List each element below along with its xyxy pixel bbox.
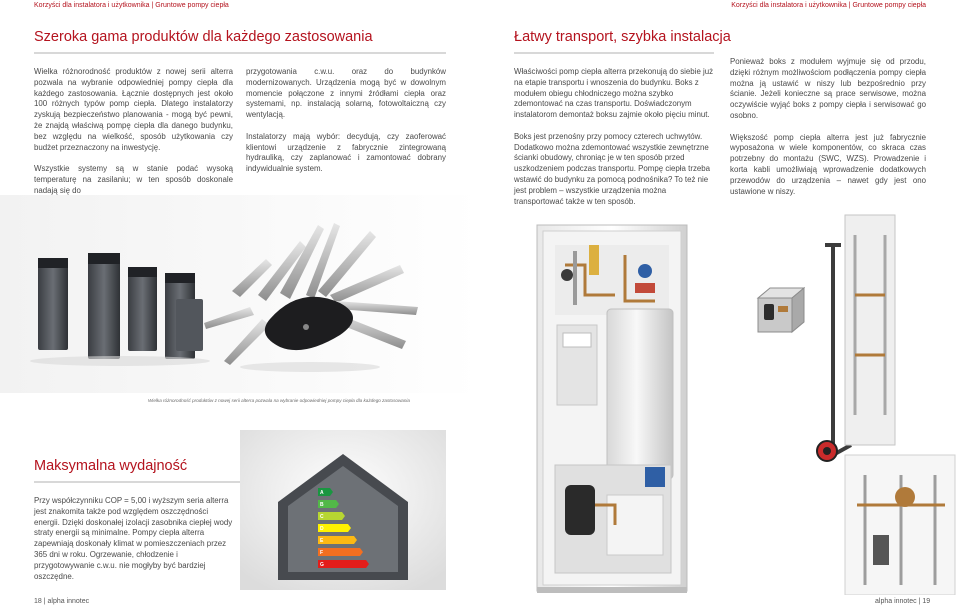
efficiency-text: Przy współczynniku COP = 5,00 i wyższym seria alterra jest znakomita także pod względem oszczędności energii. Dzięki doskonałej izolacji zasobnika ciepłej wody straty energii są minimalne. Pompy ciepła alterra zapewniają doskonały klimat w pomieszczeniach przez 365 dni w roku. Ogrzewanie, chłodzenie i przygotowywanie c.w.u. nie mogłyby być bardziej oszczędne. — [34, 496, 233, 581]
image-caption: Wielka różnorodność produktów z nowej serii alterra pozwala na wybranie odpowiedniej pompy ciepła dla każdego zastosowania — [148, 398, 410, 403]
energy-class-label: F — [320, 550, 324, 556]
energy-class-label: B — [320, 502, 324, 508]
paragraph: Wszystkie systemy są w stanie podać wysoką temperaturę na zasilaniu; w ten sposób doskonale nadają się do — [34, 164, 233, 195]
transport-cart-photo — [805, 205, 960, 595]
energy-class-label: A — [320, 490, 324, 496]
paragraph: Właściwości pomp ciepła alterra przekonują do siebie już na etapie transportu i wnoszenia do budynku. Boks z modułem obiegu chłodniczego można szybko zdemontować na czas transportu. Doświadczonym instalatorom demontaż boksu zajmie około pięciu minut. — [514, 67, 714, 120]
title-divider-right — [514, 52, 714, 54]
product-range-photo — [0, 195, 480, 393]
running-header-left: Korzyści dla instalatora i użytkownika | Gruntowe pompy ciepła — [34, 2, 229, 9]
running-header-right: Korzyści dla instalatora i użytkownika | Gruntowe pompy ciepła — [731, 2, 926, 9]
energy-class-label: G — [320, 562, 324, 568]
page-number-left: 18 | alpha innotec — [34, 598, 90, 605]
section-title-efficiency: Maksymalna wydajność — [34, 458, 188, 474]
paragraph: Instalatorzy mają wybór: decydują, czy zaoferować klientowi urządzenie z fabrycznie zintegrowaną hydrauliką, czy zaplanować i zamontować dobrany indywidualnie system. — [246, 131, 446, 174]
energy-label-house — [240, 430, 446, 590]
page-number-right: alpha innotec | 19 — [875, 598, 931, 605]
text-column-3 — [514, 67, 714, 218]
paragraph: przygotowania c.w.u. oraz do budynków modernizowanych. Urządzenia mogą być w dowolnym momencie połączone z innymi źródłami ciepła oraz systemami, np. instalacją solarną, fotowoltaiczną czy wentylacją. — [246, 67, 446, 120]
energy-class-label: C — [320, 514, 324, 520]
refrigerant-box-image — [748, 280, 808, 340]
text-column-4 — [730, 57, 926, 208]
paragraph: Wielka różnorodność produktów z nowej serii alterra pozwala na wybranie odpowiedniej pompy ciepła dla każdego zastosowania. Łącznie dostępnych jest około 100 różnych typów pomp ciepła. Dlatego instalatorzy zyskują bezpieczeństwo planowania - mogą być pewni, że znajdą właściwą pompę ciepła dla danego budynku, bez względu na wielkość, sposób użytkowania czy budżet przeznaczony na inwestycję. — [34, 67, 233, 152]
energy-class-label: E — [320, 538, 324, 544]
page-title-right: Łatwy transport, szybka instalacja — [514, 29, 731, 45]
heat-pump-cutaway-photo — [495, 205, 725, 595]
heat-pump-units-image — [0, 195, 480, 393]
heat-pump-cutaway-image — [495, 205, 725, 595]
text-column-1 — [34, 67, 233, 207]
energy-house-image — [240, 430, 446, 590]
title-divider-left — [34, 52, 446, 54]
energy-class-label: D — [320, 526, 324, 532]
paragraph: Ponieważ boks z modułem wyjmuje się od przodu, dzięki różnym możliwościom podłączenia pompy ciepła można ją ustawić w niszy lub bezpośrednio przy ścianie. Jeżeli konieczne są prace serwisowe, można oczywiście wyjąć boks z pompy ciepła i serwisować go osobno. — [730, 57, 926, 120]
text-column-2 — [246, 67, 446, 186]
refrigerant-box-photo — [748, 280, 808, 340]
paragraph: Boks jest przenośny przy pomocy czterech uchwytów. Dodatkowo można zdemontować wszystkie zewnętrzne ścianki obudowy, chroniąc je w ten sposób przed uszkodzeniem podczas transportu. Pompę ciepła trzeba wstawić do budynku za pomocą podnośnika? To też nie jest problem – wszystkie urządzenia można transportować także w ten sposób. — [514, 131, 711, 206]
paragraph: Większość pomp ciepła alterra jest już fabrycznie wyposażona w wiele komponentów, co skraca czas potrzebny do montażu (SWC, WZS). Prowadzenie i korta kabli umożliwiają wprowadzenie dodatkowych przewodów do urządzenia – nawet gdy jest ono ustawione w niszy. — [730, 132, 926, 196]
transport-cart-image — [805, 205, 960, 595]
page-title-left: Szeroka gama produktów dla każdego zastosowania — [34, 29, 373, 45]
